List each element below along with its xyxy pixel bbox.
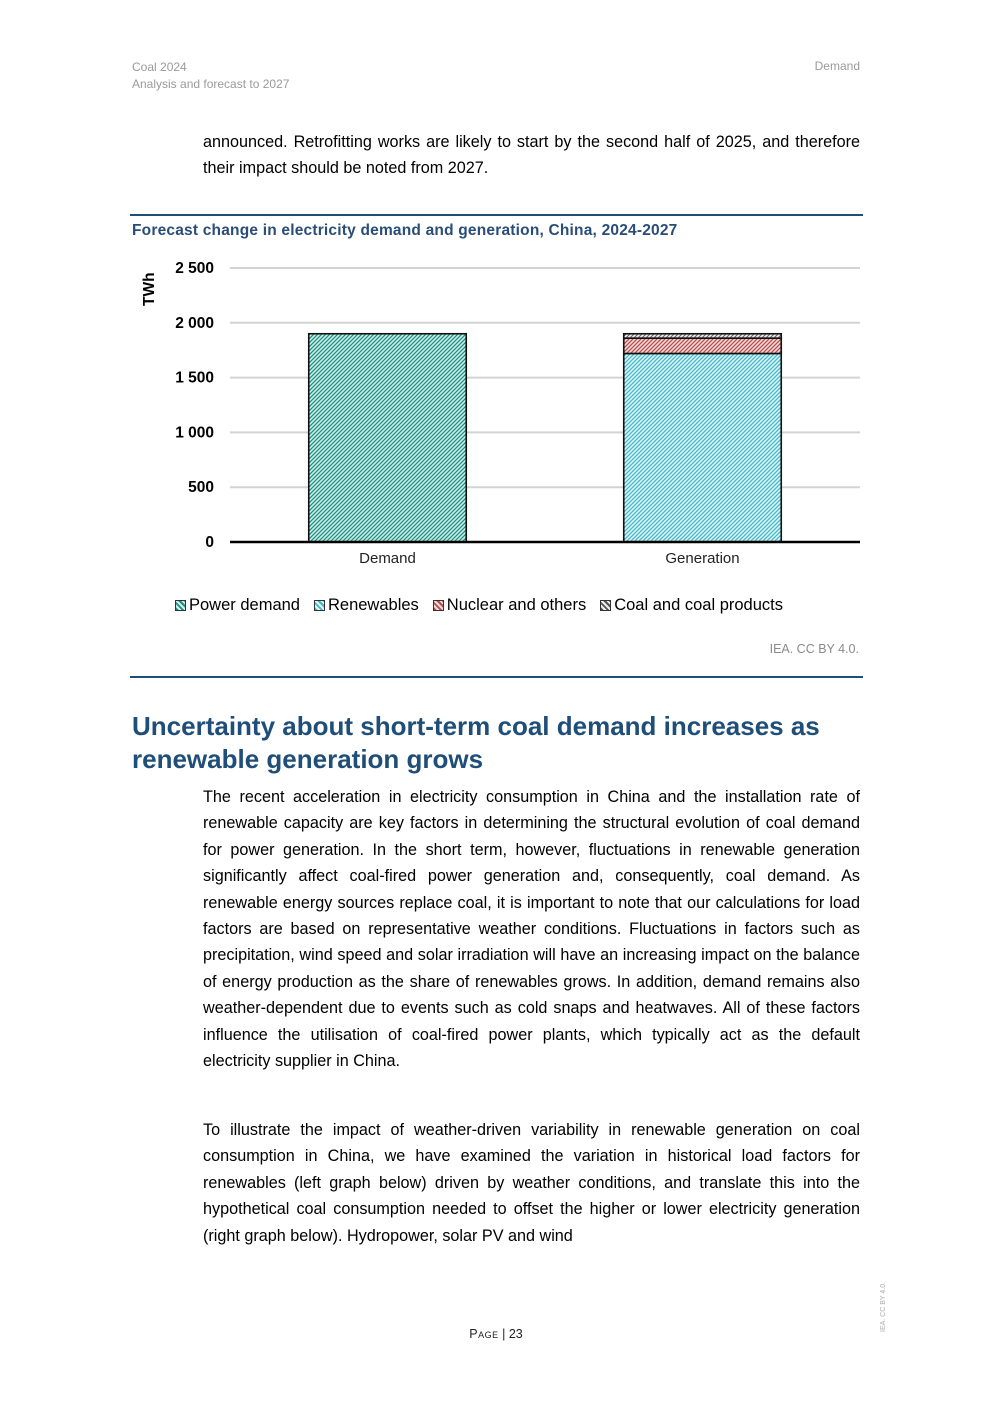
report-subtitle: Analysis and forecast to 2027 <box>132 77 290 91</box>
y-tick-label: 500 <box>188 479 214 497</box>
legend-swatch-coal <box>600 600 611 611</box>
side-credit: IEA. CC BY 4.0. <box>880 1281 887 1332</box>
y-tick-label: 0 <box>205 534 214 551</box>
page-number: 23 <box>508 1327 523 1341</box>
legend-item-nuclear <box>433 596 586 615</box>
y-tick-label: 2 000 <box>175 314 214 332</box>
legend-item-renewables <box>314 596 419 615</box>
bars <box>309 334 782 542</box>
legend-item-coal <box>600 596 783 615</box>
page-separator: | <box>502 1327 509 1341</box>
figure-title: Forecast change in electricity demand and generation, China, 2024-2027 <box>132 222 678 239</box>
x-axis-categories <box>359 550 739 567</box>
bar-power-demand-demand <box>309 334 467 542</box>
legend-label: Nuclear and others <box>446 596 587 614</box>
body-paragraph: The recent acceleration in electricity consumption in China and the installation rate of renewable capacity are key factors in determining the structural evolution of coal demand for power generation. In the short term, however, fluctuations in renewable generation significantly affect coal-fired power generation and, consequently, coal demand. As renewable energy sources replace coal, it is important to note that our calculations for load factors are based on representative weather conditions. Fluctuations in factors such as precipitation, wind speed and solar irradiation will have an increasing impact on the balance of energy production as the share of renewables grows. In addition, demand remains also weather-dependent due to events such as cold snaps and heatwaves. All of these factors influence the utilisation of coal-fired power plants, which typically act as the default electricity supplier in China. <box>203 788 860 1071</box>
y-axis-label: TWh <box>141 272 158 306</box>
y-axis-ticks <box>175 260 214 551</box>
bar-nuclear-and-others-generation <box>624 338 782 353</box>
legend-swatch-renewables <box>314 600 325 611</box>
figure-top-rule <box>130 214 863 216</box>
legend-label: Renewables <box>327 596 419 614</box>
y-tick-label: 1 500 <box>175 369 214 387</box>
bar-renewables-generation <box>624 353 782 542</box>
legend-label: Coal and coal products <box>614 596 783 614</box>
report-title: Coal 2024 <box>132 60 187 74</box>
figure-bottom-rule <box>130 676 863 678</box>
section-label: Demand <box>814 59 860 73</box>
chart-legend <box>175 596 783 615</box>
section-heading: Uncertainty about short-term coal demand increases as renewable generation grows <box>132 711 820 774</box>
legend-swatch-nuclear <box>433 600 444 611</box>
intro-paragraph: announced. Retrofitting works are likely to start by the second half of 2025, and therefore their impact should be noted from 2027. <box>203 133 860 178</box>
y-tick-label: 2 500 <box>175 260 214 277</box>
bar-coal-and-coal-products-generation <box>624 334 782 338</box>
legend-label: Power demand <box>189 596 300 614</box>
figure-credit: IEA. CC BY 4.0. <box>769 642 859 656</box>
bar-chart <box>130 250 870 580</box>
x-category-label: Generation <box>665 550 740 567</box>
body-paragraph: To illustrate the impact of weather-driven variability in renewable generation on coal consumption in China, we have examined the variation in historical load factors for renewables (left graph below) driven by weather conditions, and translate this into the hypothetical coal consumption needed to offset the higher or lower electricity generation (right graph below). Hydropower, solar PV and wind <box>203 1121 860 1245</box>
page-label: Page <box>469 1327 499 1341</box>
x-category-label: Demand <box>359 550 416 567</box>
y-tick-label: 1 000 <box>175 424 214 442</box>
page-footer <box>0 1327 992 1341</box>
report-header <box>132 59 289 93</box>
legend-item-power-demand <box>175 596 300 615</box>
legend-swatch-power-demand <box>175 600 186 611</box>
